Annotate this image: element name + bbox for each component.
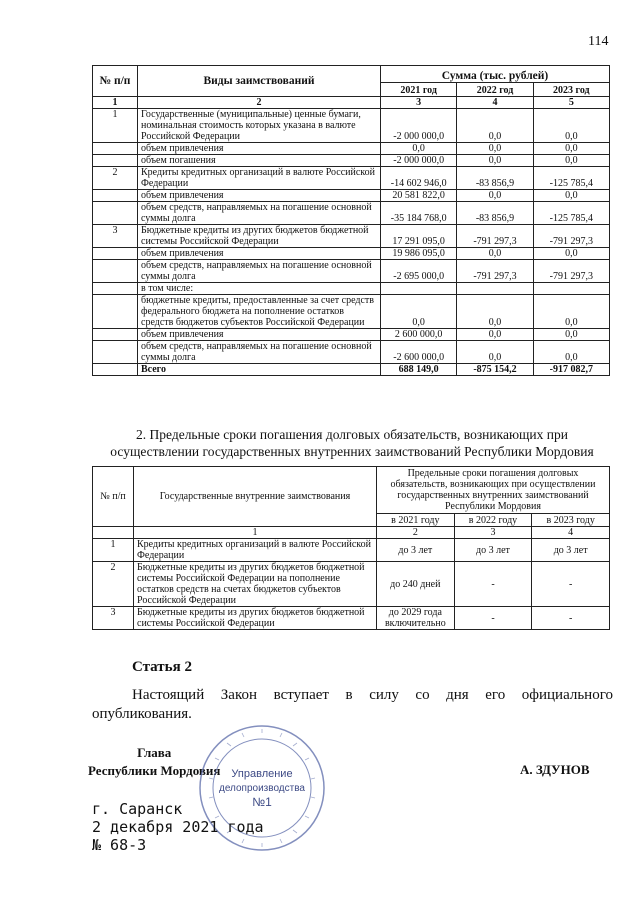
row-label: Государственные (муниципальные) ценные бумаги, номинальная стоимость которых указана в валюте Российской Федерации (138, 109, 381, 143)
row-value (381, 283, 457, 295)
index-cell: 3 (381, 97, 457, 109)
t2-index (93, 527, 134, 539)
row-value: 0,0 (533, 341, 609, 364)
signature-title-line1: Глава (137, 745, 172, 760)
table-row (93, 167, 610, 190)
t2-header-year-2022: в 2022 году (454, 514, 532, 527)
date: 2 декабря 2021 года (92, 818, 264, 836)
row-number: 2 (93, 562, 134, 607)
row-value: 0,0 (457, 295, 533, 329)
row-value: 0,0 (457, 109, 533, 143)
row-value (533, 283, 609, 295)
row-label: Бюджетные кредиты из других бюджетов бюджетной системы Российской Федерации (134, 607, 377, 630)
table-row (93, 155, 610, 167)
row-value: -83 856,9 (457, 167, 533, 190)
article-title: Статья 2 (132, 659, 192, 675)
row-value: -2 000 000,0 (381, 109, 457, 143)
row-label: объем привлечения (138, 248, 381, 260)
table-row (93, 143, 610, 155)
row-value: -791 297,3 (457, 260, 533, 283)
table-row (93, 329, 610, 341)
index-cell: 1 (93, 97, 138, 109)
seal-line-1: Управление (231, 768, 293, 780)
row-value: 0,0 (533, 109, 609, 143)
row-value (457, 283, 533, 295)
row-value: 20 581 822,0 (381, 190, 457, 202)
repayment-terms-table (92, 466, 610, 630)
index-cell: 4 (457, 97, 533, 109)
row-value: 0,0 (533, 155, 609, 167)
index-cell: 2 (138, 97, 381, 109)
signature-name: А. ЗДУНОВ (520, 762, 590, 777)
header-num: № п/п (93, 66, 138, 97)
row-value: -2 000 000,0 (381, 155, 457, 167)
row-number (93, 283, 138, 295)
row-label: объем привлечения (138, 190, 381, 202)
law-number: № 68-З (92, 836, 147, 854)
row-value: -791 297,3 (533, 260, 609, 283)
total-label: Всего (138, 364, 381, 376)
row-number: 2 (93, 167, 138, 190)
row-value: -83 856,9 (457, 202, 533, 225)
row-value: -791 297,3 (457, 225, 533, 248)
row-value: 0,0 (457, 143, 533, 155)
row-value: 0,0 (533, 248, 609, 260)
table-row (93, 283, 610, 295)
row-value: 0,0 (457, 329, 533, 341)
header-year-2023: 2023 год (533, 83, 609, 97)
row-value: - (532, 562, 610, 607)
row-value: 0,0 (381, 295, 457, 329)
row-label: Бюджетные кредиты из других бюджетов бюджетной системы Российской Федерации на пополнение остатков средств на счетах бюджетов субъектов Российской Федерации (134, 562, 377, 607)
row-label: в том числе: (138, 283, 381, 295)
table-row (93, 109, 610, 143)
row-value: - (532, 607, 610, 630)
row-label: объем погашения (138, 155, 381, 167)
total-value: 688 149,0 (381, 364, 457, 376)
row-number (93, 329, 138, 341)
t2-header-type: Государственные внутренние заимствования (134, 467, 377, 527)
row-label: объем средств, направляемых на погашение основной суммы долга (138, 202, 381, 225)
row-value: 17 291 095,0 (381, 225, 457, 248)
row-value: 0,0 (381, 143, 457, 155)
row-value: 0,0 (457, 248, 533, 260)
row-value: 0,0 (457, 190, 533, 202)
signature-title-line2: Республики Мордовия (88, 763, 221, 778)
row-value: до 3 лет (532, 539, 610, 562)
page-number: 114 (588, 34, 609, 49)
row-value: 0,0 (533, 143, 609, 155)
t2-header-period: Предельные сроки погашения долговых обязательств, возникающих при осуществлении государственных внутренних заимствований Республики Мордовия (377, 467, 610, 514)
row-value: 19 986 095,0 (381, 248, 457, 260)
table-row (93, 225, 610, 248)
row-value: -125 785,4 (533, 202, 609, 225)
row-value: до 3 лет (377, 539, 455, 562)
row-label: Кредиты кредитных организаций в валюте Российской Федерации (134, 539, 377, 562)
row-value: -2 600 000,0 (381, 341, 457, 364)
index-cell: 5 (533, 97, 609, 109)
row-number (93, 155, 138, 167)
row-label: объем привлечения (138, 143, 381, 155)
row-value: -791 297,3 (533, 225, 609, 248)
row-value: 0,0 (533, 190, 609, 202)
row-value: - (454, 562, 532, 607)
table-row (93, 202, 610, 225)
total-empty (93, 364, 138, 376)
row-value: до 3 лет (454, 539, 532, 562)
section-2-title: 2. Предельные сроки погашения долговых обязательств, возникающих при осуществлении государственных внутренних заимствований Республики Мордовия (110, 427, 594, 459)
t2-header-year-2023: в 2023 году (532, 514, 610, 527)
row-value: до 240 дней (377, 562, 455, 607)
row-value: до 2029 года включительно (377, 607, 455, 630)
place: г. Саранск (92, 800, 183, 818)
table-row (93, 341, 610, 364)
table-row (93, 248, 610, 260)
row-number (93, 341, 138, 364)
row-label: бюджетные кредиты, предоставленные за счет средств федерального бюджета на пополнение остатков средств бюджетов субъектов Российской Федерации (138, 295, 381, 329)
t2-header-year-2021: в 2021 году (377, 514, 455, 527)
header-year-2022: 2022 год (457, 83, 533, 97)
row-value: 0,0 (533, 295, 609, 329)
row-number (93, 143, 138, 155)
total-row (93, 364, 610, 376)
row-label: Бюджетные кредиты из других бюджетов бюджетной системы Российской Федерации (138, 225, 381, 248)
t2-index: 4 (532, 527, 610, 539)
row-value: 0,0 (457, 155, 533, 167)
law-text: Настоящий Закон вступает в силу со дня его официального опубликования. (92, 687, 613, 722)
row-number: 1 (93, 109, 138, 143)
seal-line-3: №1 (252, 795, 272, 809)
row-value: -35 184 768,0 (381, 202, 457, 225)
row-value: -2 695 000,0 (381, 260, 457, 283)
row-label: объем привлечения (138, 329, 381, 341)
table-row (93, 562, 610, 607)
row-value: -14 602 946,0 (381, 167, 457, 190)
table-row (93, 539, 610, 562)
header-year-2021: 2021 год (381, 83, 457, 97)
row-value: - (454, 607, 532, 630)
total-value: -875 154,2 (457, 364, 533, 376)
header-sum: Сумма (тыс. рублей) (381, 66, 610, 83)
table-row (93, 295, 610, 329)
row-number (93, 248, 138, 260)
t2-index: 1 (134, 527, 377, 539)
t2-index: 3 (454, 527, 532, 539)
row-number: 3 (93, 225, 138, 248)
row-number (93, 295, 138, 329)
total-value: -917 082,7 (533, 364, 609, 376)
row-value: 2 600 000,0 (381, 329, 457, 341)
row-value: 0,0 (457, 341, 533, 364)
seal-line-2: делопроизводства (218, 783, 306, 794)
row-label: объем средств, направляемых на погашение основной суммы долга (138, 260, 381, 283)
row-label: объем средств, направляемых на погашение основной суммы долга (138, 341, 381, 364)
table-row (93, 260, 610, 283)
row-value: -125 785,4 (533, 167, 609, 190)
table-row (93, 190, 610, 202)
t2-index: 2 (377, 527, 455, 539)
t2-header-num: № п/п (93, 467, 134, 527)
row-number: 3 (93, 607, 134, 630)
header-type: Виды заимствований (138, 66, 381, 97)
row-number (93, 190, 138, 202)
borrowings-table (92, 65, 610, 376)
table-row (93, 607, 610, 630)
row-label: Кредиты кредитных организаций в валюте Российской Федерации (138, 167, 381, 190)
row-number: 1 (93, 539, 134, 562)
row-value: 0,0 (533, 329, 609, 341)
row-number (93, 202, 138, 225)
row-number (93, 260, 138, 283)
